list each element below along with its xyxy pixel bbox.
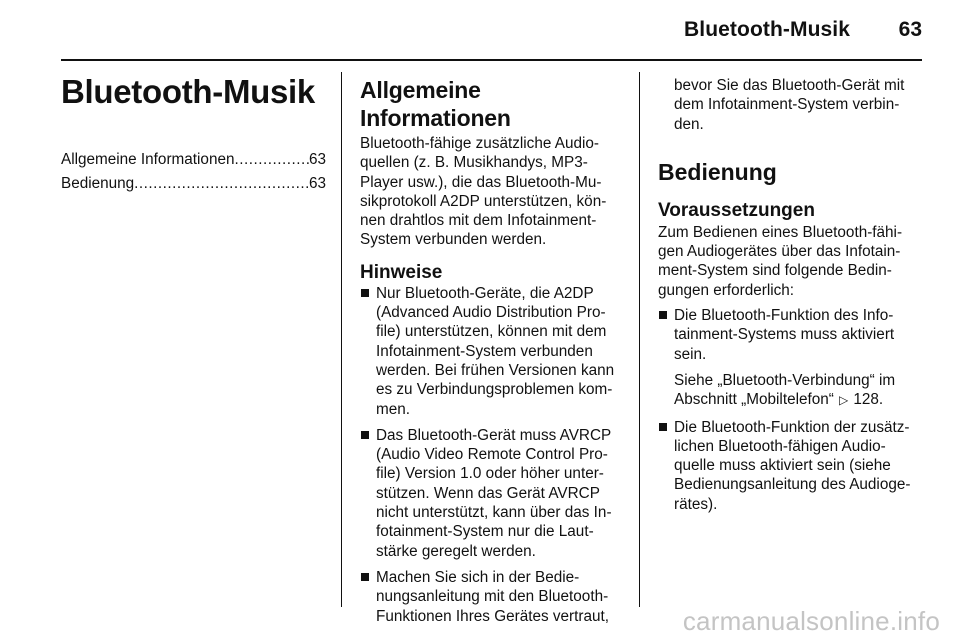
column-divider-left bbox=[341, 72, 342, 607]
text-fragment: Abschnitt „Mobiltelefon“ bbox=[674, 391, 834, 409]
toc-leader-dots bbox=[234, 148, 309, 172]
text-line: lichen Bluetooth-fähigen Audio- bbox=[674, 437, 886, 455]
header-rule bbox=[61, 59, 922, 61]
text-line: sikprotokoll A2DP unterstützen, kön- bbox=[360, 192, 607, 210]
text-line: Siehe „Bluetooth-Verbindung“ im bbox=[674, 371, 896, 389]
square-bullet-icon bbox=[659, 423, 667, 431]
cross-reference bbox=[674, 371, 924, 411]
text-line: dem Infotainment-System verbin- bbox=[674, 96, 900, 114]
text-line: gungen erforderlich: bbox=[658, 281, 795, 299]
chapter-column bbox=[61, 72, 326, 196]
text-line: Machen Sie sich in der Bedie- bbox=[376, 568, 580, 586]
text-line: men. bbox=[376, 400, 411, 418]
text-line: Funktionen Ihres Gerätes vertraut, bbox=[376, 607, 609, 625]
square-bullet-icon bbox=[361, 573, 369, 581]
section-heading-operation: Bedienung bbox=[658, 158, 777, 185]
prerequisites-paragraph bbox=[658, 223, 924, 300]
watermark-text: carmanualsonline.info bbox=[682, 606, 940, 636]
notes-list bbox=[360, 284, 626, 626]
chapter-toc bbox=[61, 148, 326, 196]
prerequisites-list bbox=[658, 306, 924, 514]
text-line: tainment-Systems muss aktiviert bbox=[674, 326, 895, 344]
text-line: quelle muss aktiviert sein (siehe bbox=[674, 457, 891, 475]
text-line: Player usw.), die das Bluetooth-Mu- bbox=[360, 173, 602, 191]
text-line: werden. Bei frühen Versionen kann bbox=[376, 361, 615, 379]
list-item bbox=[360, 426, 626, 561]
right-column bbox=[658, 76, 924, 521]
notes-heading: Hinweise bbox=[360, 261, 443, 283]
text-line: fotainment-System nur die Laut- bbox=[376, 523, 594, 541]
intro-paragraph bbox=[360, 134, 626, 250]
toc-entry-label: Bedienung bbox=[61, 175, 135, 192]
text-line: Die Bluetooth-Funktion der zusätz- bbox=[674, 418, 910, 436]
prerequisites-heading: Voraussetzungen bbox=[658, 199, 815, 221]
list-item bbox=[658, 418, 924, 514]
text-line: gen Audiogerätes über das Infotain- bbox=[658, 243, 901, 261]
toc-leader-dots bbox=[134, 172, 309, 196]
toc-entry-label: Allgemeine Informationen bbox=[61, 151, 235, 168]
text-line: den. bbox=[674, 115, 704, 133]
section-heading-general-info: Allgemeine Informationen bbox=[360, 77, 511, 131]
text-line: sein. bbox=[674, 345, 707, 363]
text-line: nungsanleitung mit den Bluetooth- bbox=[376, 588, 609, 606]
middle-column bbox=[360, 76, 626, 633]
toc-entry[interactable] bbox=[61, 172, 326, 196]
page-number: 63 bbox=[898, 18, 922, 41]
text-line: (Advanced Audio Distribution Pro- bbox=[376, 304, 606, 322]
text-line: Bedienungsanleitung des Audioge- bbox=[674, 476, 911, 494]
square-bullet-icon bbox=[361, 431, 369, 439]
text-line bbox=[674, 390, 924, 410]
text-line: stärke geregelt werden. bbox=[376, 542, 536, 560]
square-bullet-icon bbox=[361, 289, 369, 297]
text-line: Die Bluetooth-Funktion des Info- bbox=[674, 307, 894, 325]
text-line: nicht unterstützt, kann über das In- bbox=[376, 504, 612, 522]
text-line: Bluetooth-fähige zusätzliche Audio- bbox=[360, 135, 599, 152]
reference-page-link[interactable]: 128. bbox=[853, 391, 884, 409]
text-line: Das Bluetooth-Gerät muss AVRCP bbox=[376, 426, 612, 444]
page-reference-arrow-icon: ▷ bbox=[838, 393, 849, 408]
text-line: quellen (z. B. Musikhandys, MP3- bbox=[360, 154, 588, 172]
list-item bbox=[360, 568, 626, 626]
text-line: Infotainment-System verbunden bbox=[376, 342, 593, 360]
list-item bbox=[360, 284, 626, 419]
text-line: ment-System sind folgende Bedin- bbox=[658, 262, 892, 280]
toc-entry-page: 63 bbox=[308, 151, 326, 168]
text-line: System verbunden werden. bbox=[360, 231, 547, 249]
text-line: rätes). bbox=[674, 495, 718, 513]
text-line: nen drahtlos mit dem Infotainment- bbox=[360, 212, 597, 230]
chapter-title: Bluetooth-Musik bbox=[61, 73, 315, 110]
toc-entry-page: 63 bbox=[308, 175, 326, 192]
square-bullet-icon bbox=[659, 311, 667, 319]
continuation-paragraph bbox=[658, 76, 924, 134]
column-divider-right bbox=[639, 72, 640, 607]
text-line: file) unterstützen, können mit dem bbox=[376, 323, 607, 341]
toc-entry[interactable] bbox=[61, 148, 326, 172]
text-line: file) Version 1.0 oder höher unter- bbox=[376, 465, 604, 483]
text-line: Zum Bedienen eines Bluetooth-fähi- bbox=[658, 223, 903, 241]
text-line: es zu Verbindungsproblemen kom- bbox=[376, 381, 613, 399]
text-line: bevor Sie das Bluetooth-Gerät mit bbox=[674, 77, 905, 94]
text-line: Nur Bluetooth-Geräte, die A2DP bbox=[376, 284, 594, 302]
text-line: stützen. Wenn das Gerät AVRCP bbox=[376, 484, 600, 502]
list-item bbox=[658, 306, 924, 410]
running-header-title: Bluetooth-Musik bbox=[684, 18, 850, 41]
text-line: (Audio Video Remote Control Pro- bbox=[376, 446, 608, 464]
